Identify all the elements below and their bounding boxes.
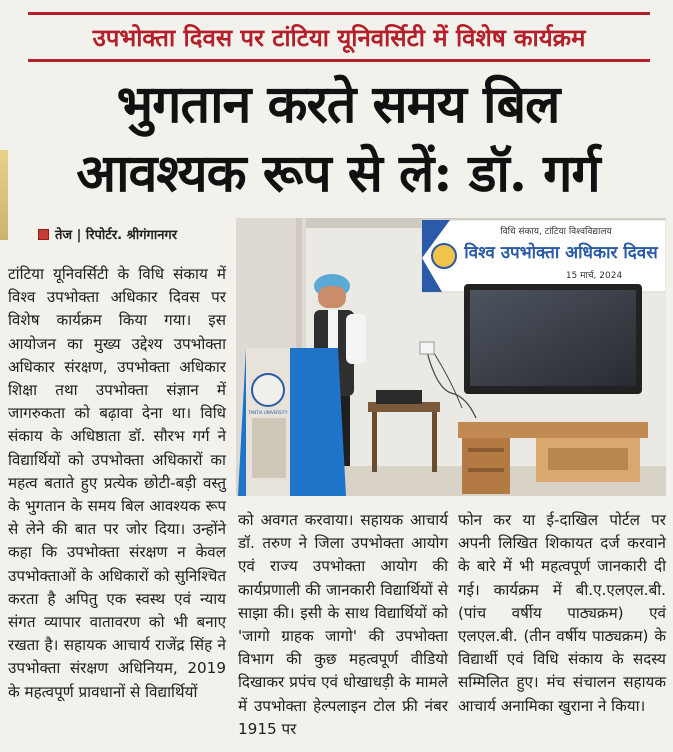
column-3-text: फोन कर या ई-दाखिल पोर्टल पर अपनी लिखित शिकायत दर्ज करवाने के बारे में भी महत्वपूर्ण जानकारी दी गई। कार्यक्रम में बी.ए.एलएल.बी. (पांच वर्षीय पाठ्यक्रम) एवं एलएल.बी. (तीन वर्षीय पाठ्यक्रम) के विद्यार्थी एवं विधि संकाय के सदस्य सम्मिलित हुए। मंच संचालन सहायक आचार्य अनामिका खुराना ने किया। <box>458 511 666 715</box>
byline-marker-icon <box>38 229 49 240</box>
smart-board <box>464 284 642 394</box>
page-bottom-edge <box>0 740 673 752</box>
podium-logo-text: TANTIA UNIVERSITY <box>248 410 288 415</box>
headline-line-1: भुगतान करते समय बिल <box>116 74 560 135</box>
article-column-1 <box>8 263 226 704</box>
event-banner <box>422 220 666 292</box>
page-edge-decoration <box>0 150 8 240</box>
banner-date: 15 मार्च, 2024 <box>565 271 623 281</box>
article-column-3 <box>458 509 666 718</box>
banner-title: विश्व उपभोक्ता अधिकार दिवस <box>464 243 658 263</box>
event-photo <box>236 218 666 496</box>
event-photo-illustration <box>236 218 666 496</box>
byline <box>38 222 177 246</box>
headline-line-2: आवश्यक रूप से लें: डॉ. गर्ग <box>76 143 600 204</box>
column-2-text: को अवगत करवाया। सहायक आचार्य डॉ. तरुण ने जिला उपभोक्ता आयोग एवं राज्य उपभोक्ता आयोग की कार्यप्रणाली की जानकारी विद्यार्थियों से साझा की। इसी के साथ विद्यार्थियों को 'जागो ग्राहक जागो' की उपभोक्ता विभाग की कुछ महत्वपूर्ण वीडियो दिखाकर प्रपंच एवं धोखाधड़ी के मामले में उपभोक्ता हेल्पलाइन टोल फ्री नंबर 1915 पर <box>238 511 448 738</box>
kicker-headline: उपभोक्ता दिवस पर टांटिया यूनिवर्सिटी में विशेष कार्यक्रम <box>28 12 650 62</box>
column-1-text: टांटिया यूनिवर्सिटी के विधि संकाय में विश्व उपभोक्ता अधिकार दिवस पर विशेष कार्यक्रम किया गया। इस आयोजन का मुख्य उद्देश्य उपभोक्ता अधिकार संरक्षण, उपभोक्ता अधिकार शिक्षा तथा उपभोक्ता संज्ञान में जागरुकता को बढ़ावा देना था। विधि संकाय के अधिष्ठाता डॉ. सौरभ गर्ग ने विद्यार्थियों को उपभोक्ता अधिकारों का महत्व बताते हुए प्रत्येक छोटी-बड़ी वस्तु के भुगतान के समय बिल आवश्यक रूप से लेने की बात पर जोर दिया। उन्होंने कहा कि उपभोक्ता संरक्षण न केवल उपभोक्ताओं के अधिकारों को सुनिश्चित करता है अपितु एक स्वस्थ एवं न्याय संगत व्यापार वातावरण को भी बनाए रखता है। सहायक आचार्य राजेंद्र सिंह ने उपभोक्ता संरक्षण अधिनियम, 2019 के महत्वपूर्ण प्रावधानों से विद्यार्थियों <box>8 265 226 701</box>
article-column-2 <box>238 509 448 741</box>
podium <box>238 348 346 496</box>
byline-text: तेज | रिपोर्टर. श्रीगंगानगर <box>55 228 178 243</box>
banner-small-text: विधि संकाय, टांटिया विश्वविद्यालय <box>500 227 612 237</box>
